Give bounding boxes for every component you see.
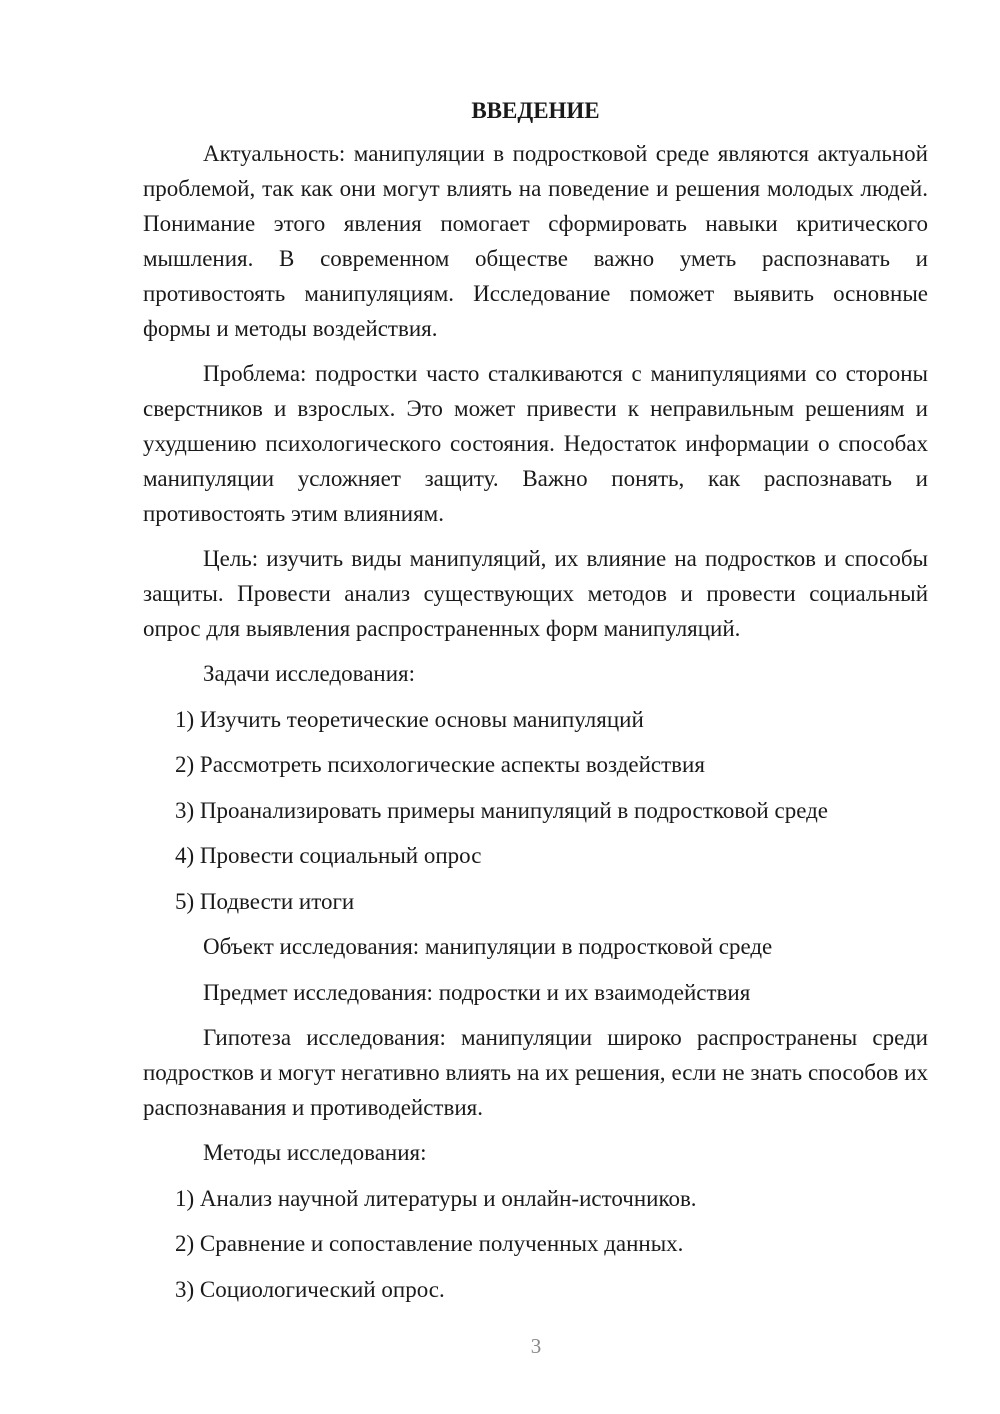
relevance-paragraph: Актуальность: манипуляции в подростковой среде являются актуальной проблемой, так как они могут влиять на поведение и решения молодых людей. Понимание этого явления помогает сформировать навыки критического мышления. В современном обществе важно уметь распознавать и противостоять манипуляциям. Исследование поможет выявить основные формы и методы воздействия. [143,141,928,341]
tasks-heading: Задачи исследования: [203,661,416,686]
page-content [143,93,928,1317]
section-title: ВВЕДЕНИЕ [471,98,600,123]
method-item: 3) Социологический опрос. [175,1276,445,1302]
research-object: Объект исследования: манипуляции в подростковой среде [203,934,773,959]
problem-paragraph: Проблема: подростки часто сталкиваются с манипуляциями со стороны сверстников и взрослых. Это может привести к неправильным решениям и ухудшению психологического состояния. Недостаток информации о способах манипуляции усложняет защиту. Важно понять, как распознавать и противостоять этим влияниям. [143,361,928,526]
page-number: 3 [530,1334,542,1358]
goal-paragraph: Цель: изучить виды манипуляций, их влияние на подростков и способы защиты. Провести анализ существующих методов и провести социальный опрос для выявления распространенных форм манипуляций. [143,546,928,641]
research-subject: Предмет исследования: подростки и их взаимодействия [203,979,751,1005]
task-item: 3) Проанализировать примеры манипуляций в подростковой среде [175,797,829,823]
task-item: 1) Изучить теоретические основы манипуляций [175,706,644,732]
task-item: 5) Подвести итоги [175,888,355,914]
task-item: 2) Рассмотреть психологические аспекты воздействия [175,752,705,777]
method-item: 2) Сравнение и сопоставление полученных данных. [175,1231,684,1256]
methods-heading: Методы исследования: [203,1140,427,1165]
task-item: 4) Провести социальный опрос [175,843,482,868]
method-item: 1) Анализ научной литературы и онлайн-источников. [175,1185,697,1211]
hypothesis-paragraph: Гипотеза исследования: манипуляции широко распространены среди подростков и могут негативно влиять на их решения, если не знать способов их распознавания и противодействия. [143,1025,928,1120]
